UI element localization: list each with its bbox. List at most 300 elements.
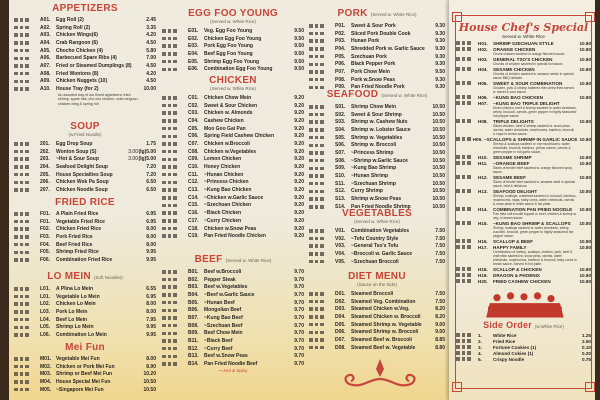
item-price: 10.00	[143, 86, 156, 93]
chinese-name	[14, 72, 40, 76]
chinese-name	[14, 295, 40, 299]
section-heading	[14, 197, 156, 208]
menu-item	[162, 50, 304, 58]
item-description: An assorted tray of our finest appetizers: fried shrimp, spare ribs, cho cho chicken, crab rangoon, chicken wing & spring roll	[58, 92, 139, 106]
menu-item	[309, 242, 445, 250]
chinese-name	[162, 158, 188, 162]
item-code: P03.	[335, 38, 346, 45]
item-code: S04.	[335, 126, 346, 133]
item-price: 9.20	[294, 125, 304, 132]
menu-item	[309, 195, 445, 203]
item-name: Spring Field Cashew Chicken	[204, 133, 275, 140]
item-name: Vegetable Fried Rice	[56, 218, 105, 225]
item-price: 9.95	[146, 331, 156, 338]
item-price: 10.80	[579, 206, 591, 212]
item-name: Moo Goo Gai Pan	[204, 125, 246, 132]
item-price: 10.50	[432, 165, 445, 172]
item-name: Shrimp w. Vegetables	[351, 134, 403, 141]
menu-item	[309, 305, 445, 313]
chinese-name	[456, 357, 478, 361]
menu-item	[14, 225, 156, 233]
item-price: 8.90	[146, 363, 156, 370]
section-fried-rice	[14, 197, 156, 264]
chinese-name	[14, 318, 40, 322]
item-name: Cashew Chicken	[204, 117, 244, 124]
item-code: F03.	[40, 233, 51, 240]
chinese-name	[14, 165, 40, 169]
item-name: Steamed Chicken w. Broccoli	[351, 313, 421, 320]
chinese-name	[14, 188, 40, 192]
menu-item	[162, 337, 304, 345]
menu-item	[456, 356, 591, 362]
item-price: 9.70	[294, 268, 304, 275]
item-price: 6.95	[146, 210, 156, 217]
item-code: V02.	[335, 235, 346, 242]
chinese-name	[309, 47, 335, 51]
menu-item	[162, 276, 304, 284]
item-price: 8.00	[146, 241, 156, 248]
item-name: ~Kung Bao Chicken	[204, 187, 252, 194]
item-code: 2.	[478, 338, 482, 344]
item-price: 9.30	[435, 84, 445, 91]
chinese-name	[162, 301, 188, 305]
item-code: C09.	[188, 156, 199, 163]
section-soup	[14, 121, 156, 194]
item-code: S14.	[335, 203, 346, 210]
section-title: SOUP	[70, 121, 100, 132]
menu-item	[14, 85, 156, 93]
item-price: 9.20	[294, 194, 304, 201]
item-code: 206.	[40, 179, 50, 186]
menu-item	[14, 323, 156, 331]
item-name: SHRIMP SZECHUAN STYLE	[493, 40, 554, 46]
item-name: Sweet & Sour Chicken	[204, 102, 258, 109]
item-price: 9.00	[435, 321, 445, 328]
item-price: 9.95	[146, 256, 156, 263]
item-code: V03.	[335, 243, 346, 250]
section-subtitle: (w.Fried Noodle)	[68, 132, 102, 137]
menu-item	[162, 65, 304, 73]
item-price: 10.50	[432, 173, 445, 180]
item-price: 10.80	[579, 94, 591, 100]
item-code: P01.	[335, 22, 346, 29]
chinese-name	[14, 251, 40, 255]
chinese-name	[14, 372, 40, 376]
item-price: 9.30	[435, 61, 445, 68]
item-code: C05.	[188, 125, 199, 132]
chinese-name	[456, 345, 478, 349]
item-code: C17.	[188, 217, 199, 224]
item-code: 203.	[40, 156, 50, 163]
item-name: White Rice	[493, 332, 517, 338]
menu-item	[309, 68, 445, 76]
item-code: H06.	[478, 94, 488, 100]
item-name: Chicken Wok Pa Soup	[56, 179, 109, 186]
chinese-name	[162, 339, 188, 343]
item-code: C07.	[188, 140, 199, 147]
chinese-name	[309, 244, 335, 248]
chinese-name	[14, 310, 40, 314]
chinese-name	[309, 32, 335, 36]
menu-item	[162, 217, 304, 225]
item-name: Beef w.Broccoli	[204, 268, 242, 275]
item-price: 10.50	[432, 103, 445, 110]
section-heading	[14, 271, 156, 283]
chinese-name	[162, 324, 188, 328]
house-chef-special-box	[455, 15, 592, 389]
chinese-name	[309, 174, 335, 178]
item-code: A10.	[40, 86, 51, 93]
menu-item	[162, 179, 304, 187]
item-price: 10.50	[432, 134, 445, 141]
menu-item	[162, 163, 304, 171]
chinese-name	[14, 41, 40, 45]
item-price: 10.50	[432, 142, 445, 149]
chinese-name	[14, 212, 40, 216]
item-price: 10.50	[432, 188, 445, 195]
item-price: 9.70	[294, 361, 304, 368]
item-name: Steamed Shrimp w. Broccoli	[351, 329, 419, 336]
menu-item	[14, 186, 156, 194]
item-code: S07.	[335, 149, 346, 156]
menu-item	[14, 248, 156, 256]
item-price: 10.80	[579, 220, 591, 226]
item-name: Chicken or Pork Mei Fun	[56, 363, 115, 370]
item-price-small: 3.00	[128, 148, 138, 155]
item-code: A03.	[40, 32, 51, 39]
item-name: Egg Roll (2)	[56, 16, 84, 23]
chinese-name	[14, 365, 40, 369]
item-name: Beef w.Snow Peas	[204, 353, 248, 360]
item-code: F01.	[40, 218, 51, 225]
chinese-name	[14, 26, 40, 30]
item-code: E02.	[188, 35, 199, 42]
menu-item	[309, 60, 445, 68]
item-code: C13.	[188, 187, 199, 194]
item-price: 9.20	[294, 140, 304, 147]
item-price: 10.50	[432, 180, 445, 187]
chinese-name	[162, 278, 188, 282]
item-price: 9.20	[294, 102, 304, 109]
section-pork	[309, 8, 445, 91]
item-price: 3.35	[146, 24, 156, 31]
menu-item	[162, 283, 304, 291]
item-name: SWEET & SOUR COMBINATION	[493, 80, 563, 86]
item-code: F04.	[40, 241, 51, 248]
section-subtitle: (Sauce on the Side)	[357, 282, 397, 287]
item-price: 10.50	[143, 386, 156, 393]
item-price: 9.20	[294, 179, 304, 186]
chinese-name	[162, 119, 188, 123]
item-name: Barbecued Spare Ribs (4)	[56, 55, 117, 62]
item-code: C14.	[188, 194, 199, 201]
item-code: H13.	[478, 188, 488, 194]
item-name: Beef w.Vegetables	[204, 284, 248, 291]
item-code: 4.	[478, 350, 482, 356]
menu-item	[309, 227, 445, 235]
chinese-name	[456, 95, 478, 99]
section-title: PORK	[337, 8, 368, 19]
chinese-name	[162, 96, 188, 100]
item-code: B01.	[188, 268, 199, 275]
side-order-list	[456, 332, 591, 362]
item-name: ~ORANGE BEEF	[493, 160, 530, 166]
menu-item	[309, 141, 445, 149]
item-code: H11.	[478, 160, 488, 166]
menu-item	[309, 126, 445, 134]
menu-item	[162, 291, 304, 299]
item-code: P02.	[335, 30, 346, 37]
item-price: 9.20	[294, 164, 304, 171]
item-name: Shrimp Egg Foo Young	[204, 58, 260, 65]
item-price: 9.30	[435, 30, 445, 37]
section-subtitle: (Served w. White Rice)	[370, 12, 417, 17]
item-code: L01.	[40, 293, 51, 300]
item-price: 10.80	[579, 40, 591, 46]
menu-item	[162, 117, 304, 125]
item-code: H14.	[478, 206, 488, 212]
item-price: 7.95	[146, 316, 156, 323]
menu-item	[309, 188, 445, 196]
item-name: Pork Chow Mein	[351, 68, 390, 75]
item-name: SCALLOP & BEEF	[493, 238, 533, 244]
menu-item	[162, 102, 304, 110]
section-subtitle: (Served w. White Rice)	[354, 219, 400, 224]
item-code: H02.	[478, 46, 488, 52]
chinese-name	[14, 18, 40, 22]
chinese-name	[309, 136, 335, 140]
menu-item	[309, 118, 445, 126]
section-heading	[162, 254, 304, 266]
item-code: S05.	[335, 134, 346, 141]
chinese-name	[162, 316, 188, 320]
item-price: 9.50	[294, 66, 304, 73]
item-name: Wonton Soup (S)	[56, 148, 97, 155]
item-code: E03.	[188, 43, 199, 50]
menu-item	[309, 313, 445, 321]
chinese-name	[14, 157, 40, 161]
item-name: SESAME CHICKEN	[493, 66, 535, 72]
menu-item	[14, 70, 156, 78]
section-heading	[309, 271, 445, 282]
column-3	[309, 0, 445, 400]
chinese-name	[162, 227, 188, 231]
item-code: D03.	[335, 306, 346, 313]
item-name: Chicken Chow Mein	[204, 94, 252, 101]
item-code: E06.	[188, 66, 199, 73]
item-name: Chicken Egg Foo Young	[204, 35, 262, 42]
item-name: ~Black Chicken	[204, 210, 242, 217]
chinese-name	[309, 120, 335, 124]
chinese-name	[162, 52, 188, 56]
chinese-name	[456, 67, 478, 71]
item-code: S08.	[335, 157, 346, 164]
chinese-name	[309, 182, 335, 186]
section-heading	[309, 89, 445, 101]
item-code: L03.	[40, 308, 51, 315]
item-name: ~Beef w.Garlic Sauce	[204, 291, 255, 298]
item-code: B03.	[188, 284, 199, 291]
item-price: 8.85	[435, 336, 445, 343]
item-code: P04.	[335, 45, 346, 52]
item-description: Slices of tender beef sauteed w. orange flavored spicy sauce.	[493, 166, 572, 174]
menu-item	[162, 232, 304, 240]
column-1	[14, 0, 156, 400]
item-name: Pan Fried Noodle Chicken	[204, 233, 266, 240]
chinese-name	[309, 151, 335, 155]
item-description: Shrimp & scallops sauteed w. ear mushrooms, water chestnuts, broccoli, bamboo, yellow onions, carrots & green pepper in hot garlic sauce.	[493, 142, 571, 154]
item-code: D08.	[335, 344, 346, 351]
item-code: C19.	[188, 233, 199, 240]
item-name: Vegetable Lo Mein	[56, 293, 100, 300]
item-code: V01.	[335, 227, 346, 234]
chinese-name	[162, 165, 188, 169]
item-name: Pork Egg Foo Young	[204, 43, 253, 50]
section-egg-foo-young	[162, 8, 304, 73]
item-price: 4.50	[146, 78, 156, 85]
item-code: C04.	[188, 117, 199, 124]
chinese-name	[162, 29, 188, 33]
item-price: 10.50	[432, 149, 445, 156]
item-code: H12.	[478, 174, 488, 180]
item-name: Honey Chicken	[204, 164, 241, 171]
menu-item	[309, 45, 445, 53]
menu-item	[162, 225, 304, 233]
item-price: 8.20	[435, 306, 445, 313]
item-name: Beef Fried Rice	[56, 241, 93, 248]
item-price: 10.20	[143, 371, 156, 378]
item-name: Chicken Noodle Soup	[56, 186, 108, 193]
item-name: Steamed Broccoli	[351, 290, 394, 297]
item-code: H08.	[478, 118, 488, 124]
menu-item	[14, 285, 156, 293]
chinese-name	[162, 173, 188, 177]
menu-item	[162, 94, 304, 102]
item-name: ~Hunan Shrimp	[351, 173, 389, 180]
chinese-name	[162, 355, 188, 359]
item-code: H19.	[478, 272, 488, 278]
menu-item	[162, 27, 304, 35]
menu-item	[162, 156, 304, 164]
chinese-name	[14, 57, 40, 61]
item-name: Beef Egg Foo Young	[204, 50, 253, 57]
chinese-name	[456, 245, 478, 249]
item-price: 9.50	[294, 27, 304, 34]
hot-spicy-note: ~=Hot & Spicy	[218, 367, 248, 373]
menu-item	[162, 42, 304, 50]
chinese-name	[309, 105, 335, 109]
item-price: 9.20	[294, 233, 304, 240]
chinese-name	[309, 113, 335, 117]
item-name: ~Kung Bao Beef	[204, 314, 243, 321]
item-name: Combination Fried Rice	[56, 256, 113, 263]
item-price: 4.20	[146, 32, 156, 39]
item-price: 2.50	[582, 338, 591, 344]
menu-item	[309, 165, 445, 173]
item-name: Chicken Nuggets (10)	[56, 78, 108, 85]
chinese-name	[309, 323, 335, 327]
menu-item	[14, 241, 156, 249]
item-code: 1.	[478, 332, 482, 338]
chinese-name	[14, 80, 40, 84]
chinese-name	[456, 279, 478, 283]
item-name: Shrimp or Beef Mei Fun	[56, 371, 113, 378]
chinese-name	[14, 235, 40, 239]
item-name: Mongolian Beef	[204, 307, 242, 314]
item-name: ~Broccoli w. Garlic Sauce	[351, 250, 413, 257]
item-name: Shrimp Fried Rice	[56, 249, 99, 256]
item-code: H09.	[472, 136, 483, 142]
menu-item	[14, 293, 156, 301]
item-price: 10.80	[579, 154, 591, 160]
menu-item	[162, 299, 304, 307]
item-code: A07.	[40, 62, 51, 69]
item-name: Shrimp w. Lobster Sauce	[351, 126, 411, 133]
item-code: S13.	[335, 196, 346, 203]
item-code: P07.	[335, 68, 346, 75]
item-price: 10.50	[432, 196, 445, 203]
section-heading	[14, 3, 156, 14]
item-code: A09.	[40, 78, 51, 85]
menu-item	[162, 314, 304, 322]
chinese-name	[14, 333, 40, 337]
item-name: Chicken w.Broccoli	[204, 140, 250, 147]
menu-item	[162, 125, 304, 133]
item-price: 7.50	[435, 227, 445, 234]
chinese-name	[456, 175, 478, 179]
menu-item	[162, 345, 304, 353]
chinese-name	[14, 326, 40, 330]
item-price: 9.20	[294, 156, 304, 163]
item-price: 9.20	[294, 225, 304, 232]
chinese-name	[456, 189, 478, 193]
item-name: Black Pepper Pork	[351, 61, 396, 68]
item-name: Steamed Beef w. Broccoli	[351, 336, 412, 343]
menu-item	[309, 111, 445, 119]
chinese-name	[162, 196, 188, 200]
chinese-name	[14, 258, 40, 262]
item-code: F06.	[40, 256, 51, 263]
chinese-name	[456, 239, 478, 243]
item-code: C16.	[188, 210, 199, 217]
item-name: ~Shrimp w.Garlic Sauce	[351, 157, 408, 164]
item-code: S10.	[335, 173, 346, 180]
section-title: DIET MENU	[348, 271, 406, 282]
item-price: 10.50	[432, 119, 445, 126]
item-name: SESAME SHRIMP	[493, 154, 532, 160]
menu-item	[162, 132, 304, 140]
item-price: 10.80	[579, 244, 591, 250]
item-name: Fried or Steamed Dumplings (8)	[56, 62, 132, 69]
item-name: Chicken w. Almonds	[204, 110, 253, 117]
chinese-name	[309, 237, 335, 241]
chinese-name	[309, 292, 335, 296]
item-description: Sliced chicken, beef & shrimp sauteed w. snow peas, carrots, water chestnuts, mushrooms, bamboo, broccoli & napa in brown sauce.	[493, 124, 574, 136]
chinese-name	[162, 150, 188, 154]
item-code: E04.	[188, 50, 199, 57]
section-diet-menu	[309, 271, 445, 352]
item-price: 9.95	[146, 249, 156, 256]
item-code: B09.	[188, 330, 199, 337]
item-price: 7.50	[435, 243, 445, 250]
item-name: ~Hunan Beef	[204, 299, 235, 306]
item-price: 8.00	[146, 308, 156, 315]
menu-item	[309, 258, 445, 266]
item-code: V04.	[335, 250, 346, 257]
menu-item	[309, 30, 445, 38]
item-name: Szechuan Pork	[351, 53, 387, 60]
item-code: L05.	[40, 324, 51, 331]
